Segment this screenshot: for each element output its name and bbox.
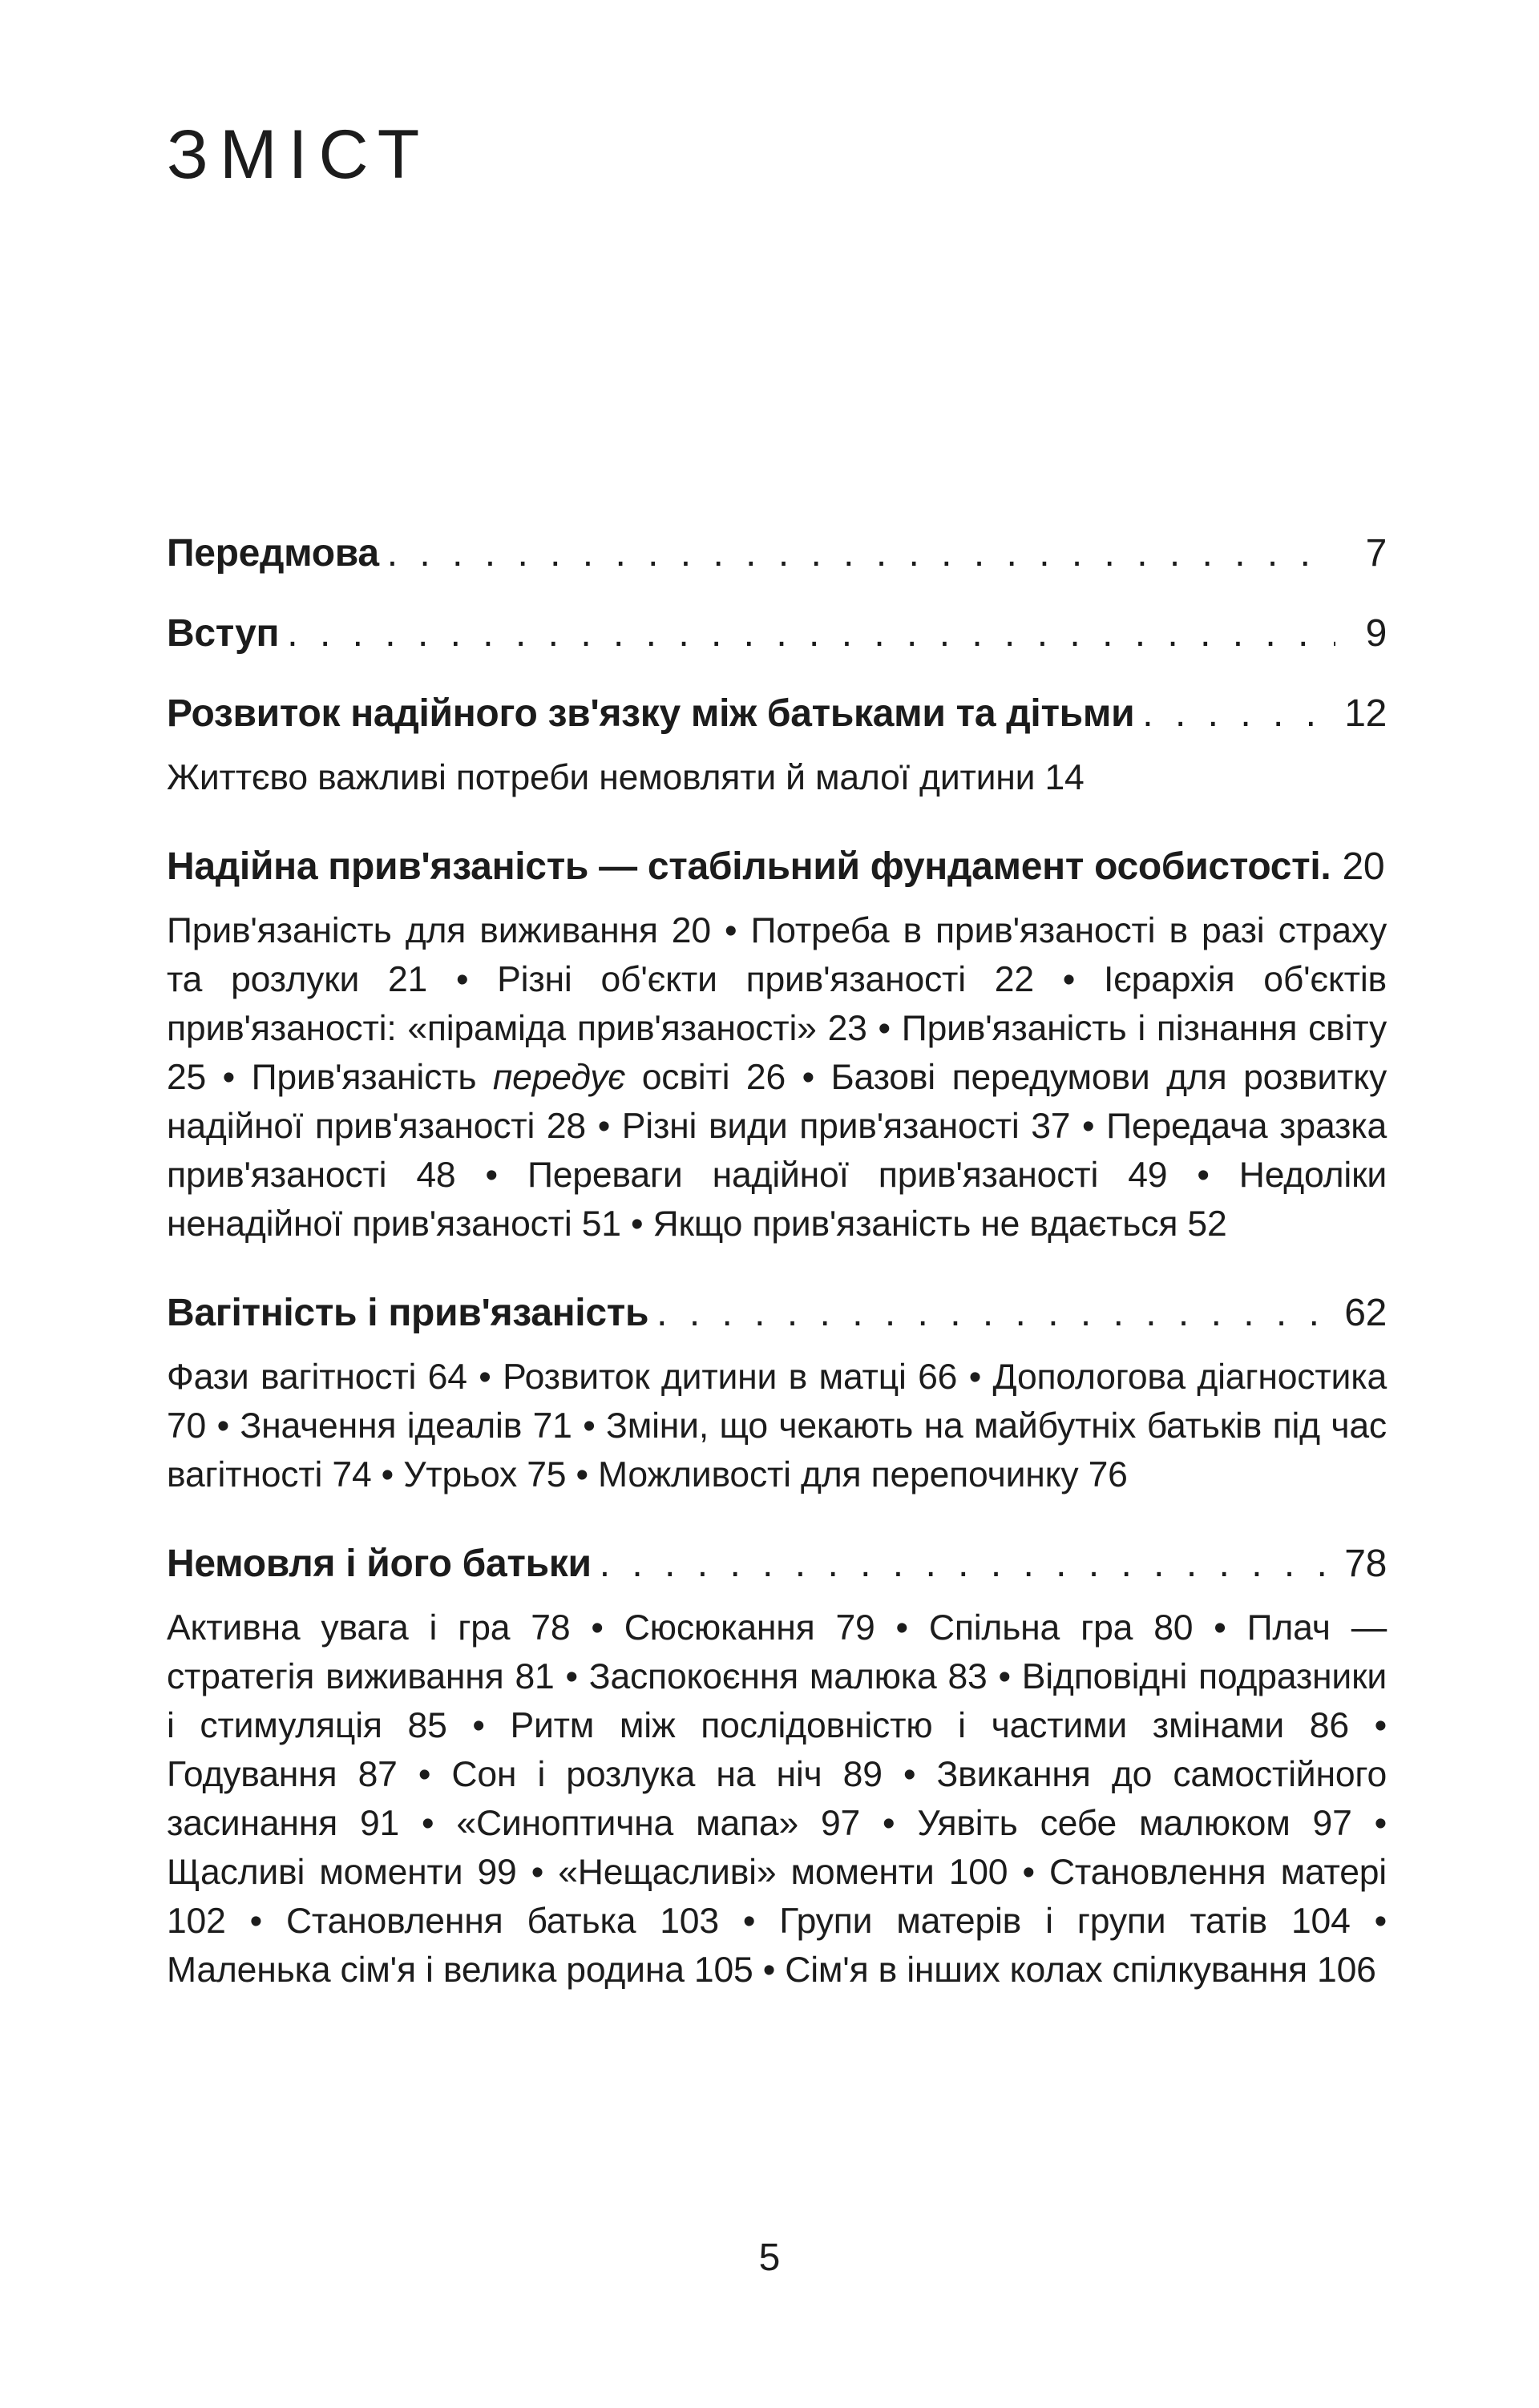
- toc-entry-secure-bond[interactable]: [167, 689, 1387, 739]
- page-title: ЗМІСТ: [167, 116, 431, 193]
- toc-entry-page: 20: [1342, 845, 1385, 888]
- toc-subsections: Життєво важливі потреби немовляти й малої дитини 14: [167, 758, 1085, 797]
- toc-subsections-part: Прив'язаність для виживання 20 • Потреба в прив'язаності в разі страху та розлуки 21 • Різні об'єкти прив'язаності 22 • Ієрархія об'єктів прив'язаності: «піраміда прив'язаності» 23 • Прив'язаність і пізнання світу 25 • Прив'язаність: [167, 911, 1387, 1097]
- toc-entry-page: 78: [1344, 1543, 1387, 1585]
- toc-entry-title: Вступ: [167, 612, 280, 655]
- toc-subsections-part: освіті 26 • Базові передумови для розвитку надійної прив'язаності 28 • Різні види прив'язаності 37 • Передача зразка прив'язаності 48 • Переваги надійної прив'язаності 49 • Недоліки ненадійної прив'язаності 51 • Якщо прив'язаність не вдається 52: [167, 1058, 1387, 1244]
- table-of-contents: [167, 529, 1387, 1995]
- toc-subsections-emphasis: передує: [492, 1058, 626, 1097]
- toc-entry-page: 12: [1344, 692, 1387, 735]
- toc-entry-page: 62: [1344, 1292, 1387, 1334]
- toc-subsections: [167, 906, 1387, 1248]
- toc-entry-page: 7: [1365, 532, 1387, 575]
- toc-subsections: Фази вагітності 64 • Розвиток дитини в матці 66 • Допологова діагностика 70 • Значення ідеалів 71 • Зміни, що чекають на майбутніх батьків під час вагітності 74 • Утрьох 75 • Можливості для перепочинку 76: [167, 1357, 1387, 1494]
- toc-entry-title: Надійна прив'язаність — стабільний фундамент особистості.: [167, 845, 1331, 888]
- dot-leader: [287, 609, 1335, 659]
- toc-entry-pregnancy[interactable]: [167, 1289, 1387, 1338]
- toc-entry-introduction[interactable]: [167, 609, 1387, 659]
- toc-subsections: Активна увага і гра 78 • Сюсюкання 79 • Спільна гра 80 • Плач — стратегія виживання 81 • Заспокоєння малюка 83 • Відповідні подразники і стимуляція 85 • Ритм між послідовністю і частими змінами 86 • Годування 87 • Сон і розлука на ніч 89 • Звикання до самостійного засинання 91 • «Синоптична мапа» 97 • Уявіть себе малюком 97 • Щасливі моменти 99 • «Нещасливі» моменти 100 • Становлення матері 102 • Становлення батька 103 • Групи матерів і групи татів 104 • Маленька сім'я і велика родина 105 • Сім'я в інших колах спілкування 106: [167, 1608, 1387, 1990]
- toc-entry-title: Вагітність і прив'язаність: [167, 1292, 649, 1334]
- toc-entry-title: Передмова: [167, 532, 379, 575]
- dot-leader: [600, 1539, 1335, 1589]
- dot-leader: [387, 529, 1335, 579]
- toc-entry-secure-attachment[interactable]: [167, 842, 1387, 892]
- toc-entry-title: Немовля і його батьки: [167, 1543, 592, 1585]
- page-number: 5: [758, 2237, 781, 2279]
- dot-leader: [656, 1289, 1335, 1338]
- toc-entry-infant[interactable]: [167, 1539, 1387, 1589]
- toc-entry-title: Розвиток надійного зв'язку між батьками та дітьми: [167, 692, 1135, 735]
- dot-leader: [1142, 689, 1335, 739]
- toc-entry-page: 9: [1365, 612, 1387, 655]
- toc-entry-foreword[interactable]: [167, 529, 1387, 579]
